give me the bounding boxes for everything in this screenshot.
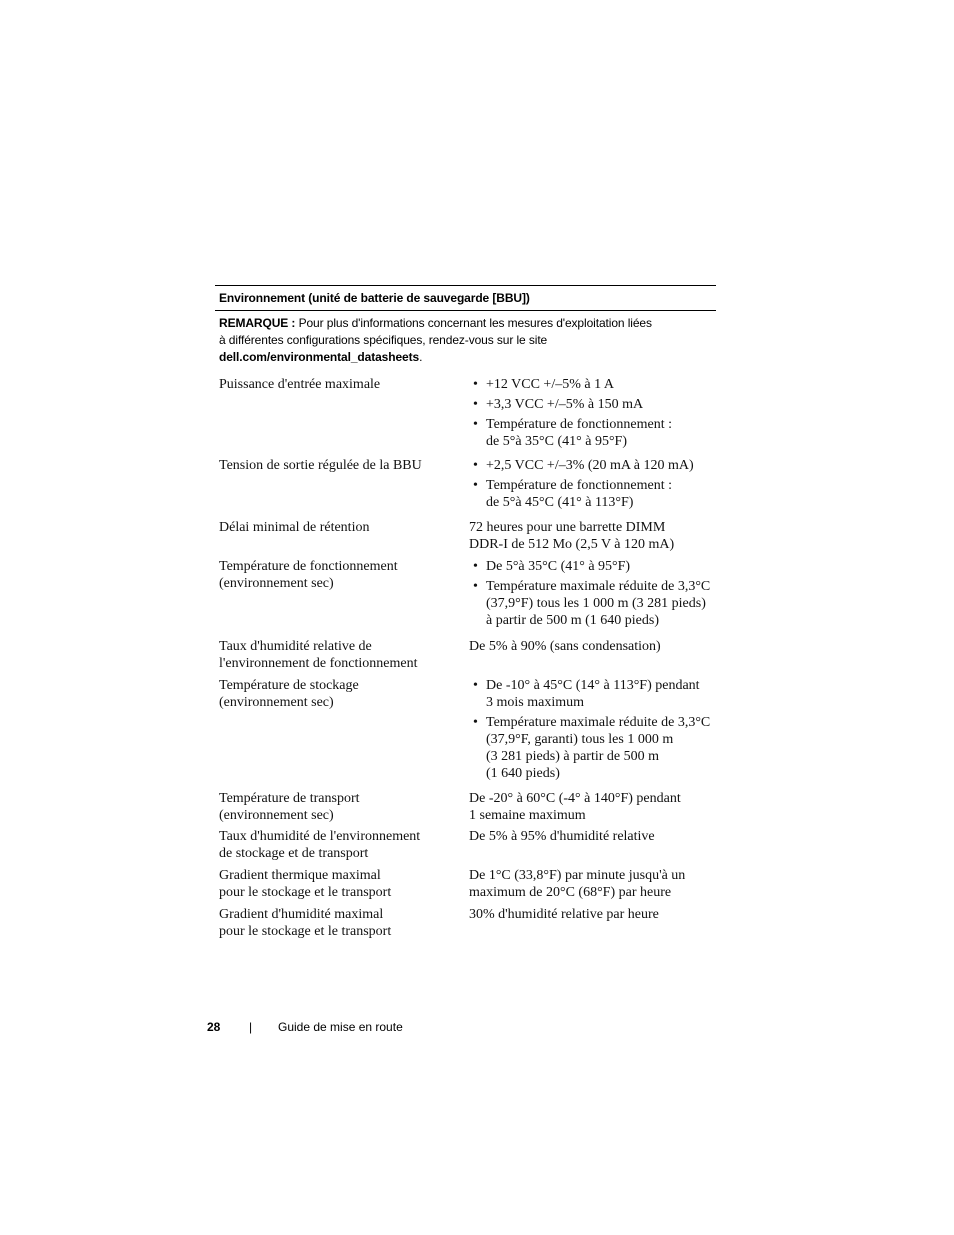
- spec-value: [469, 457, 712, 514]
- spec-name-line: de stockage et de transport: [219, 846, 369, 861]
- spec-name-line: (environnement sec): [219, 576, 334, 591]
- bullet-icon: •: [473, 715, 478, 730]
- page-number: 28: [207, 1020, 221, 1034]
- spec-row: [215, 457, 716, 514]
- spec-name: [219, 677, 469, 785]
- spec-value-line: De 5% à 95% d'humidité relative: [469, 829, 655, 844]
- spec-bullet-list: [469, 457, 712, 511]
- bullet-icon: •: [473, 377, 478, 392]
- spec-value-line: De 1°C (33,8°F) par minute jusqu'à un: [469, 868, 686, 883]
- spec-name-line: Tension de sortie régulée de la BBU: [219, 458, 422, 473]
- spec-bullet-list: [469, 677, 712, 782]
- footer-separator: |: [249, 1020, 253, 1034]
- spec-value: [469, 677, 712, 785]
- spec-bullet-line: à partir de 500 m (1 640 pieds): [486, 613, 660, 628]
- bullet-icon: •: [473, 579, 478, 594]
- spec-rows: [215, 376, 716, 940]
- spec-bullet-line: +2,5 VCC +/–3% (20 mA à 120 mA): [486, 458, 694, 473]
- footer-title: Guide de mise en route: [278, 1020, 403, 1034]
- spec-bullet-line: De -10° à 45°C (14° à 113°F) pendant: [486, 678, 700, 693]
- spec-value-line: 30% d'humidité relative par heure: [469, 907, 659, 922]
- spec-name-line: Température de transport: [219, 791, 360, 806]
- spec-value: [469, 867, 712, 901]
- spec-name-line: Délai minimal de rétention: [219, 520, 370, 535]
- spec-name: [219, 867, 469, 901]
- note-text-line1: Pour plus d'informations concernant les mesures d'exploitation liées: [298, 316, 652, 330]
- note-text-line2: à différentes configurations spécifiques, rendez-vous sur le site: [219, 333, 548, 347]
- spec-bullet-line: (3 281 pieds) à partir de 500 m: [486, 749, 660, 764]
- spec-bullet-line: de 5°à 35°C (41° à 95°F): [486, 434, 627, 449]
- spec-name: [219, 906, 469, 940]
- bullet-icon: •: [473, 478, 478, 493]
- spec-bullet-item: [469, 714, 712, 782]
- bullet-icon: •: [473, 458, 478, 473]
- spec-name: [219, 638, 469, 672]
- spec-bullet-list: [469, 558, 712, 629]
- spec-row: [215, 376, 716, 453]
- spec-bullet-line: (37,9°F) tous les 1 000 m (3 281 pieds): [486, 596, 706, 611]
- datasheets-link[interactable]: dell.com/environmental_datasheets: [219, 350, 420, 364]
- spec-bullet-item: [469, 396, 712, 413]
- spec-value-line: De -20° à 60°C (-4° à 140°F) pendant: [469, 791, 681, 806]
- spec-name-line: Gradient d'humidité maximal: [219, 907, 384, 922]
- spec-bullet-line: Température maximale réduite de 3,3°C: [486, 715, 711, 730]
- spec-value: [469, 906, 712, 940]
- bullet-icon: •: [473, 417, 478, 432]
- spec-bullet-line: 3 mois maximum: [486, 695, 584, 710]
- bullet-icon: •: [473, 397, 478, 412]
- spec-row: [215, 677, 716, 785]
- spec-name-line: Taux d'humidité relative de: [219, 639, 372, 654]
- spec-name-line: Température de stockage: [219, 678, 359, 693]
- note: [215, 311, 716, 366]
- spec-bullet-line: De 5°à 35°C (41° à 95°F): [486, 559, 631, 574]
- bullet-icon: •: [473, 678, 478, 693]
- spec-name-line: Puissance d'entrée maximale: [219, 377, 381, 392]
- note-label: REMARQUE :: [219, 316, 296, 330]
- spec-value: [469, 558, 712, 632]
- spec-value: [469, 638, 712, 672]
- spec-bullet-line: (1 640 pieds): [486, 766, 560, 781]
- spec-bullet-line: +12 VCC +/–5% à 1 A: [486, 377, 614, 392]
- spec-name-line: (environnement sec): [219, 808, 334, 823]
- environment-spec-table: [215, 285, 716, 940]
- spec-bullet-item: [469, 457, 712, 474]
- spec-name-line: Température de fonctionnement: [219, 559, 398, 574]
- spec-bullet-item: [469, 376, 712, 393]
- spec-bullet-list: [469, 376, 712, 450]
- spec-value: [469, 790, 712, 824]
- spec-name: [219, 457, 469, 514]
- spec-name: [219, 558, 469, 632]
- spec-name-line: l'environnement de fonctionnement: [219, 656, 418, 671]
- spec-bullet-item: [469, 578, 712, 629]
- spec-value: [469, 828, 712, 862]
- note-end: .: [419, 350, 423, 364]
- spec-value-line: De 5% à 90% (sans condensation): [469, 639, 661, 654]
- spec-name-line: Taux d'humidité de l'environnement: [219, 829, 421, 844]
- spec-row: [215, 790, 716, 824]
- spec-bullet-item: [469, 416, 712, 450]
- spec-bullet-item: [469, 558, 712, 575]
- spec-bullet-item: [469, 477, 712, 511]
- bullet-icon: •: [473, 559, 478, 574]
- spec-row: [215, 828, 716, 862]
- spec-value: [469, 376, 712, 453]
- spec-row: [215, 906, 716, 940]
- section-title: Environnement (unité de batterie de sauvegarde [BBU]): [219, 291, 530, 305]
- spec-bullet-item: [469, 677, 712, 711]
- spec-value-line: maximum de 20°C (68°F) par heure: [469, 885, 672, 900]
- spec-name-line: (environnement sec): [219, 695, 334, 710]
- spec-name-line: pour le stockage et le transport: [219, 924, 392, 939]
- spec-name: [219, 790, 469, 824]
- spec-row: [215, 638, 716, 672]
- spec-name-line: Gradient thermique maximal: [219, 868, 381, 883]
- spec-bullet-line: +3,3 VCC +/–5% à 150 mA: [486, 397, 644, 412]
- spec-row: [215, 867, 716, 901]
- spec-value-line: 72 heures pour une barrette DIMM: [469, 520, 666, 535]
- spec-row: [215, 519, 716, 553]
- spec-bullet-line: Température de fonctionnement :: [486, 417, 672, 432]
- spec-name: [219, 519, 469, 553]
- spec-value-line: 1 semaine maximum: [469, 808, 586, 823]
- spec-bullet-line: (37,9°F, garanti) tous les 1 000 m: [486, 732, 674, 747]
- spec-row: [215, 558, 716, 632]
- spec-bullet-line: Température de fonctionnement :: [486, 478, 672, 493]
- spec-bullet-line: de 5°à 45°C (41° à 113°F): [486, 495, 634, 510]
- spec-value: [469, 519, 712, 553]
- spec-name: [219, 828, 469, 862]
- spec-name-line: pour le stockage et le transport: [219, 885, 392, 900]
- spec-bullet-line: Température maximale réduite de 3,3°C: [486, 579, 711, 594]
- spec-name: [219, 376, 469, 453]
- spec-value-line: DDR-I de 512 Mo (2,5 V à 120 mA): [469, 537, 675, 552]
